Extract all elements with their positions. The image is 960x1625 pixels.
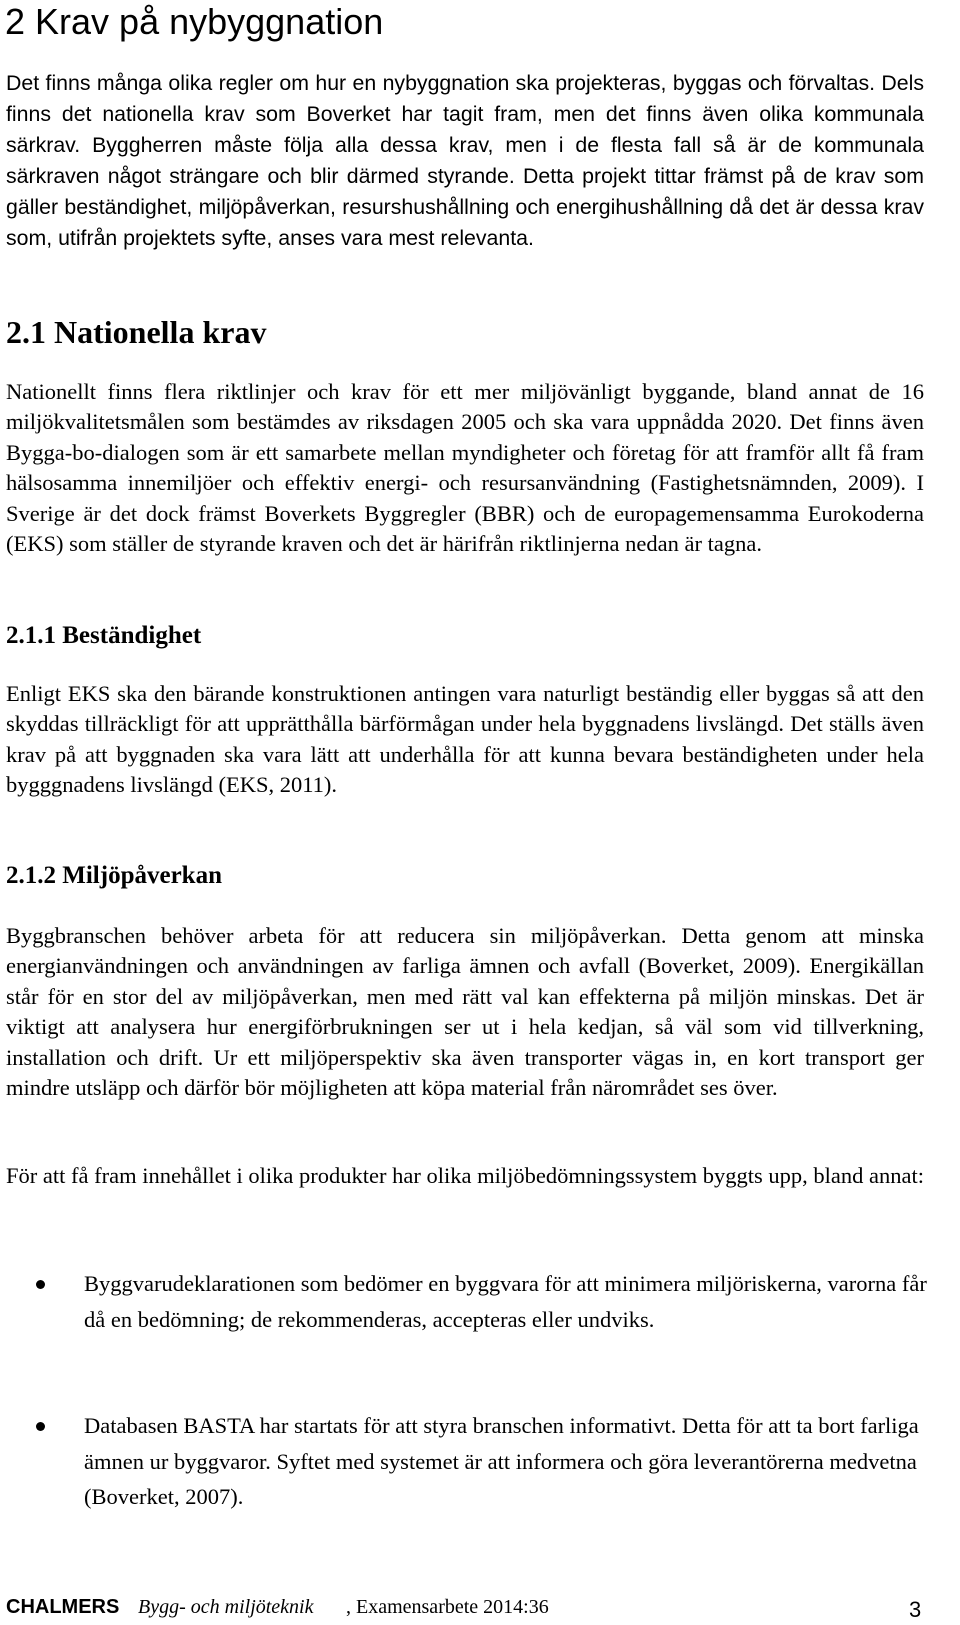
- subsection-heading-miljopaverkan: 2.1.2 Miljöpåverkan: [6, 862, 222, 889]
- subsection-heading-bestandighet: 2.1.1 Beständighet: [6, 622, 202, 649]
- nationella-krav-paragraph: Nationellt finns flera riktlinjer och krav för ett mer miljövänligt byggande, bland annat de 16 miljökvalitetsmålen som bestämdes av riksdagen 2005 och ska vara uppnådda 2020. Det finns även Bygga-bo-dialogen som är ett samarbete mellan myndigheter och företag för att framför allt få fram hälsosamma innemiljöer och effektiv energi- och resursanvändning (Fastighetsnämnden, 2009). I Sverige är det dock främst Boverkets Byggregler (BBR) och de europagemensamma Eurokoderna (EKS) som ställer de styrande kraven och det är härifrån riktlinjerna nedan är tagna.: [6, 379, 924, 557]
- chapter-heading: 2 Krav på nybyggnation: [5, 1, 384, 42]
- footer-brand: CHALMERS: [6, 1596, 120, 1618]
- bestandighet-paragraph: Enligt EKS ska den bärande konstruktionen antingen vara naturligt beständig eller byggas så att den skyddas tillräckligt för att upprätthålla bärförmågan under hela byggnadens livslängd. Det ställs även krav på att byggnaden ska vara lätt att underhålla för att kunna bevara beständigheten under hela bygggnadens livslängd (EKS, 2011).: [6, 681, 924, 798]
- intro-paragraph: Det finns många olika regler om hur en nybyggnation ska projekteras, byggas och förvaltas. Dels finns det nationella krav som Boverket har tagit fram, men det finns även olika kommunala särkrav. Byggherren måste följa alla dessa krav, men i de flesta fall så är de kommunala särkraven något strängare och blir därmed styrande. Detta projekt tittar främst på de krav som gäller beständighet, miljöpåverkan, resurshushållning och energihushållning då det är dessa krav som, utifrån projektets syfte, anses vara mest relevanta.: [6, 71, 924, 250]
- list-item-text: Byggvarudeklarationen som bedömer en byggvara för att minimera miljöriskerna, varorna får då en bedömning; de rekommenderas, accepteras eller undviks.: [84, 1271, 927, 1332]
- footer-department: Bygg- och miljöteknik: [138, 1596, 314, 1618]
- miljopaverkan-paragraph: Byggbranschen behöver arbeta för att reducera sin miljöpåverkan. Detta genom att minska energianvändningen och användningen av farliga ämnen och avfall (Boverket, 2009). Energikällan står för en stor del av miljöpåverkan, men med rätt val kan effekterna på miljön minskas. Det är viktigt att analysera hur energiförbrukningen ser ut i hela kedjan, så väl som vid tillverkning, installation och drift. Ur ett miljöperspektiv ska även transporter vägas in, en kort transport ger mindre utsläpp och därför bör möjligheten att köpa material från närområdet ses över.: [6, 923, 924, 1101]
- page-footer: [6, 1590, 930, 1622]
- list-item-text: Databasen BASTA har startats för att styra branschen informativt. Detta för att ta bort farliga ämnen ur byggvaror. Syftet med systemet är att informera och göra leverantörerna medvetna (Boverket, 2007).: [84, 1413, 919, 1509]
- bullet-icon: [36, 1280, 45, 1289]
- footer-series: , Examensarbete 2014:36: [346, 1596, 549, 1618]
- bullet-icon: [36, 1422, 45, 1431]
- miljobedomning-paragraph: För att få fram innehållet i olika produkter har olika miljöbedömningssystem byggts upp, bland annat:: [6, 1163, 924, 1188]
- page-number: 3: [909, 1597, 922, 1622]
- section-heading-nationella-krav: 2.1 Nationella krav: [6, 314, 267, 350]
